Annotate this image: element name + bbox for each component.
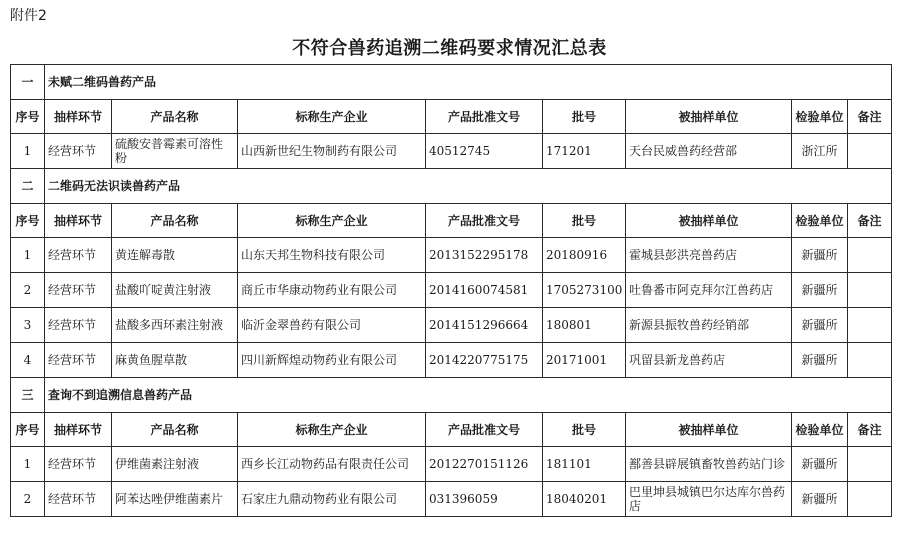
cell-remarks bbox=[848, 343, 892, 378]
column-header-sampling-stage: 抽样环节 bbox=[45, 100, 112, 134]
cell-seq: 3 bbox=[11, 308, 45, 343]
section-row bbox=[11, 378, 892, 413]
section-number: 一 bbox=[11, 65, 45, 100]
column-header-remarks: 备注 bbox=[848, 413, 892, 447]
column-header-approval-number: 产品批准文号 bbox=[426, 204, 543, 238]
column-header-testing-unit: 检验单位 bbox=[792, 204, 848, 238]
column-header-row bbox=[11, 100, 892, 134]
table-title: 不符合兽药追溯二维码要求情况汇总表 bbox=[292, 38, 607, 59]
cell-batch-number: 18040201 bbox=[543, 482, 626, 517]
table-row bbox=[11, 343, 892, 378]
cell-sampling-stage: 经营环节 bbox=[45, 134, 112, 169]
cell-sampling-stage: 经营环节 bbox=[45, 238, 112, 273]
cell-sampling-stage: 经营环节 bbox=[45, 447, 112, 482]
cell-sampled-unit: 鄯善县辟展镇畜牧兽药站门诊 bbox=[626, 447, 792, 482]
cell-remarks bbox=[848, 134, 892, 169]
column-header-product-name: 产品名称 bbox=[112, 100, 238, 134]
cell-product-name: 伊维菌素注射液 bbox=[112, 447, 238, 482]
section-title: 二维码无法识读兽药产品 bbox=[45, 169, 892, 204]
cell-manufacturer: 石家庄九鼎动物药业有限公司 bbox=[238, 482, 426, 517]
cell-approval-number: 2013152295178 bbox=[426, 238, 543, 273]
attachment-label: 附件2 bbox=[10, 8, 47, 24]
cell-product-name: 麻黄鱼腥草散 bbox=[112, 343, 238, 378]
cell-batch-number: 181101 bbox=[543, 447, 626, 482]
cell-batch-number: 180801 bbox=[543, 308, 626, 343]
cell-remarks bbox=[848, 447, 892, 482]
cell-approval-number: 2014220775175 bbox=[426, 343, 543, 378]
cell-sampled-unit: 吐鲁番市阿克拜尔江兽药店 bbox=[626, 273, 792, 308]
cell-manufacturer: 商丘市华康动物药业有限公司 bbox=[238, 273, 426, 308]
cell-sampled-unit: 巴里坤县城镇巴尔达库尔兽药店 bbox=[626, 482, 792, 517]
cell-seq: 1 bbox=[11, 238, 45, 273]
column-header-testing-unit: 检验单位 bbox=[792, 100, 848, 134]
cell-remarks bbox=[848, 308, 892, 343]
cell-testing-unit: 新疆所 bbox=[792, 482, 848, 517]
cell-sampled-unit: 新源县振牧兽药经销部 bbox=[626, 308, 792, 343]
cell-approval-number: 40512745 bbox=[426, 134, 543, 169]
cell-approval-number: 2014160074581 bbox=[426, 273, 543, 308]
column-header-sampled-unit: 被抽样单位 bbox=[626, 204, 792, 238]
cell-seq: 2 bbox=[11, 273, 45, 308]
section-title: 查询不到追溯信息兽药产品 bbox=[45, 378, 892, 413]
cell-manufacturer: 四川新辉煌动物药业有限公司 bbox=[238, 343, 426, 378]
cell-sampling-stage: 经营环节 bbox=[45, 273, 112, 308]
cell-sampled-unit: 巩留县新龙兽药店 bbox=[626, 343, 792, 378]
cell-sampling-stage: 经营环节 bbox=[45, 308, 112, 343]
cell-product-name: 盐酸吖啶黄注射液 bbox=[112, 273, 238, 308]
cell-seq: 1 bbox=[11, 447, 45, 482]
cell-sampled-unit: 天台民威兽药经营部 bbox=[626, 134, 792, 169]
table-row bbox=[11, 238, 892, 273]
cell-product-name: 盐酸多西环素注射液 bbox=[112, 308, 238, 343]
table-row bbox=[11, 447, 892, 482]
cell-sampling-stage: 经营环节 bbox=[45, 482, 112, 517]
cell-remarks bbox=[848, 273, 892, 308]
cell-remarks bbox=[848, 482, 892, 517]
column-header-sampling-stage: 抽样环节 bbox=[45, 204, 112, 238]
cell-batch-number: 1705273100 bbox=[543, 273, 626, 308]
cell-approval-number: 2012270151126 bbox=[426, 447, 543, 482]
column-header-manufacturer: 标称生产企业 bbox=[238, 413, 426, 447]
cell-remarks bbox=[848, 238, 892, 273]
cell-testing-unit: 新疆所 bbox=[792, 273, 848, 308]
cell-testing-unit: 新疆所 bbox=[792, 308, 848, 343]
cell-testing-unit: 浙江所 bbox=[792, 134, 848, 169]
column-header-batch-number: 批号 bbox=[543, 100, 626, 134]
section-row bbox=[11, 65, 892, 100]
summary-table bbox=[10, 64, 892, 517]
cell-product-name: 阿苯达唑伊维菌素片 bbox=[112, 482, 238, 517]
cell-seq: 1 bbox=[11, 134, 45, 169]
column-header-remarks: 备注 bbox=[848, 204, 892, 238]
column-header-sampling-stage: 抽样环节 bbox=[45, 413, 112, 447]
table-row bbox=[11, 482, 892, 517]
cell-seq: 2 bbox=[11, 482, 45, 517]
column-header-row bbox=[11, 204, 892, 238]
section-title: 未赋二维码兽药产品 bbox=[45, 65, 892, 100]
cell-approval-number: 2014151296664 bbox=[426, 308, 543, 343]
cell-seq: 4 bbox=[11, 343, 45, 378]
cell-sampling-stage: 经营环节 bbox=[45, 343, 112, 378]
column-header-batch-number: 批号 bbox=[543, 413, 626, 447]
table-body bbox=[11, 65, 892, 517]
cell-manufacturer: 西乡长江动物药品有限责任公司 bbox=[238, 447, 426, 482]
column-header-approval-number: 产品批准文号 bbox=[426, 413, 543, 447]
cell-batch-number: 20180916 bbox=[543, 238, 626, 273]
cell-sampled-unit: 霍城县彭洪亮兽药店 bbox=[626, 238, 792, 273]
cell-product-name: 黄连解毒散 bbox=[112, 238, 238, 273]
cell-product-name: 硫酸安普霉素可溶性粉 bbox=[112, 134, 238, 169]
cell-testing-unit: 新疆所 bbox=[792, 238, 848, 273]
column-header-sampled-unit: 被抽样单位 bbox=[626, 413, 792, 447]
cell-manufacturer: 山西新世纪生物制药有限公司 bbox=[238, 134, 426, 169]
column-header-row bbox=[11, 413, 892, 447]
table-row bbox=[11, 273, 892, 308]
column-header-manufacturer: 标称生产企业 bbox=[238, 204, 426, 238]
column-header-seq: 序号 bbox=[11, 204, 45, 238]
column-header-sampled-unit: 被抽样单位 bbox=[626, 100, 792, 134]
section-row bbox=[11, 169, 892, 204]
section-number: 三 bbox=[11, 378, 45, 413]
column-header-seq: 序号 bbox=[11, 413, 45, 447]
column-header-product-name: 产品名称 bbox=[112, 413, 238, 447]
column-header-batch-number: 批号 bbox=[543, 204, 626, 238]
column-header-product-name: 产品名称 bbox=[112, 204, 238, 238]
cell-manufacturer: 山东天邦生物科技有限公司 bbox=[238, 238, 426, 273]
table-row bbox=[11, 308, 892, 343]
column-header-approval-number: 产品批准文号 bbox=[426, 100, 543, 134]
cell-manufacturer: 临沂金翠兽药有限公司 bbox=[238, 308, 426, 343]
column-header-seq: 序号 bbox=[11, 100, 45, 134]
cell-testing-unit: 新疆所 bbox=[792, 343, 848, 378]
cell-batch-number: 20171001 bbox=[543, 343, 626, 378]
column-header-testing-unit: 检验单位 bbox=[792, 413, 848, 447]
section-number: 二 bbox=[11, 169, 45, 204]
cell-testing-unit: 新疆所 bbox=[792, 447, 848, 482]
column-header-manufacturer: 标称生产企业 bbox=[238, 100, 426, 134]
column-header-remarks: 备注 bbox=[848, 100, 892, 134]
cell-batch-number: 171201 bbox=[543, 134, 626, 169]
cell-approval-number: 031396059 bbox=[426, 482, 543, 517]
table-row bbox=[11, 134, 892, 169]
